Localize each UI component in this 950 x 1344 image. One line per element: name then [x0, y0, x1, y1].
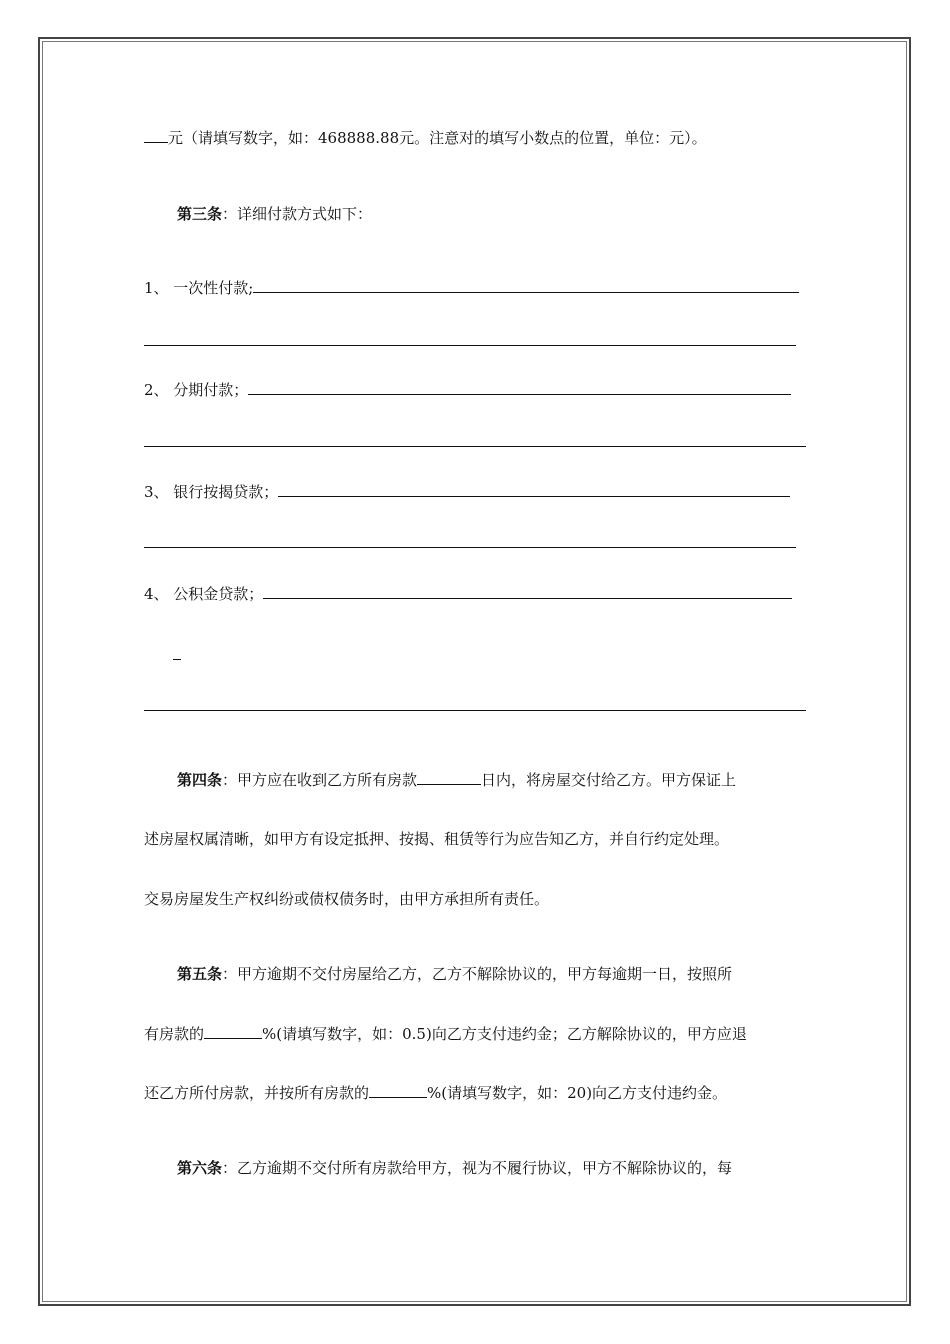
article-5-line-3 — [144, 1083, 806, 1103]
amount-blank[interactable] — [144, 128, 168, 143]
article-3-text: ：详细付款方式如下： — [222, 205, 373, 223]
blank-line[interactable] — [144, 446, 806, 447]
amount-note-text: 元（请填写数字，如：468888.88元。注意对的填写小数点的位置，单位：元）。 — [168, 129, 707, 147]
payment-item-3 — [144, 482, 806, 502]
payment-item-blank[interactable] — [253, 278, 799, 293]
blank-line[interactable] — [144, 547, 796, 548]
article-3-title: 第三条 — [177, 205, 223, 223]
article-5-text: ：甲方逾期不交付房屋给乙方，乙方不解除协议的，甲方每逾期一日，按照所 — [222, 965, 733, 983]
payment-item-label: 3、 银行按揭贷款； — [144, 483, 279, 501]
page-border — [38, 37, 911, 1306]
article-5-title: 第五条 — [177, 965, 223, 983]
article-4-line-3: 交易房屋发生产权纠纷或债权债务时，由甲方承担所有责任。 — [144, 890, 550, 908]
article-4-text: 日内，将房屋交付给乙方。甲方保证上 — [481, 771, 737, 789]
blank-line[interactable] — [144, 710, 806, 711]
article-4-line-2: 述房屋权属清晰，如甲方有设定抵押、按揭、租赁等行为应告知乙方，并自行约定处理。 — [144, 830, 730, 848]
article-5-line-2 — [144, 1024, 806, 1044]
article-6-text: ：乙方逾期不交付所有房款给甲方，视为不履行协议，甲方不解除协议的，每 — [222, 1159, 733, 1177]
days-blank[interactable] — [417, 770, 481, 785]
article-5-line-1 — [144, 964, 839, 984]
payment-item-4 — [144, 584, 806, 604]
article-5-text: 有房款的 — [144, 1025, 205, 1043]
percent-blank[interactable] — [204, 1024, 262, 1039]
percent-blank[interactable] — [369, 1083, 427, 1098]
payment-item-blank[interactable] — [278, 482, 790, 497]
blank-line[interactable] — [144, 345, 796, 346]
amount-note-line — [144, 128, 806, 148]
article-4-title: 第四条 — [177, 771, 223, 789]
article-6-line-1 — [144, 1158, 839, 1178]
payment-item-label: 1、 一次性付款; — [144, 279, 254, 297]
payment-item-label: 2、 分期付款； — [144, 381, 249, 399]
payment-item-blank[interactable] — [248, 380, 791, 395]
article-4-text: ：甲方应在收到乙方所有房款 — [222, 771, 418, 789]
article-4-line-1 — [144, 770, 839, 790]
article-5-text: %(请填写数字，如：0.5)向乙方支付违约金；乙方解除协议的，甲方应退 — [262, 1025, 747, 1043]
article-6-title: 第六条 — [177, 1159, 223, 1177]
payment-item-1 — [144, 278, 806, 298]
article-3-heading — [144, 204, 839, 224]
payment-item-blank[interactable] — [263, 584, 792, 599]
payment-item-label: 4、 公积金贷款； — [144, 585, 264, 603]
payment-item-2 — [144, 380, 806, 400]
article-5-text: %(请填写数字，如：20)向乙方支付违约金。 — [427, 1084, 728, 1102]
blank-dash — [173, 659, 181, 660]
article-5-text: 还乙方所付房款，并按所有房款的 — [144, 1084, 370, 1102]
